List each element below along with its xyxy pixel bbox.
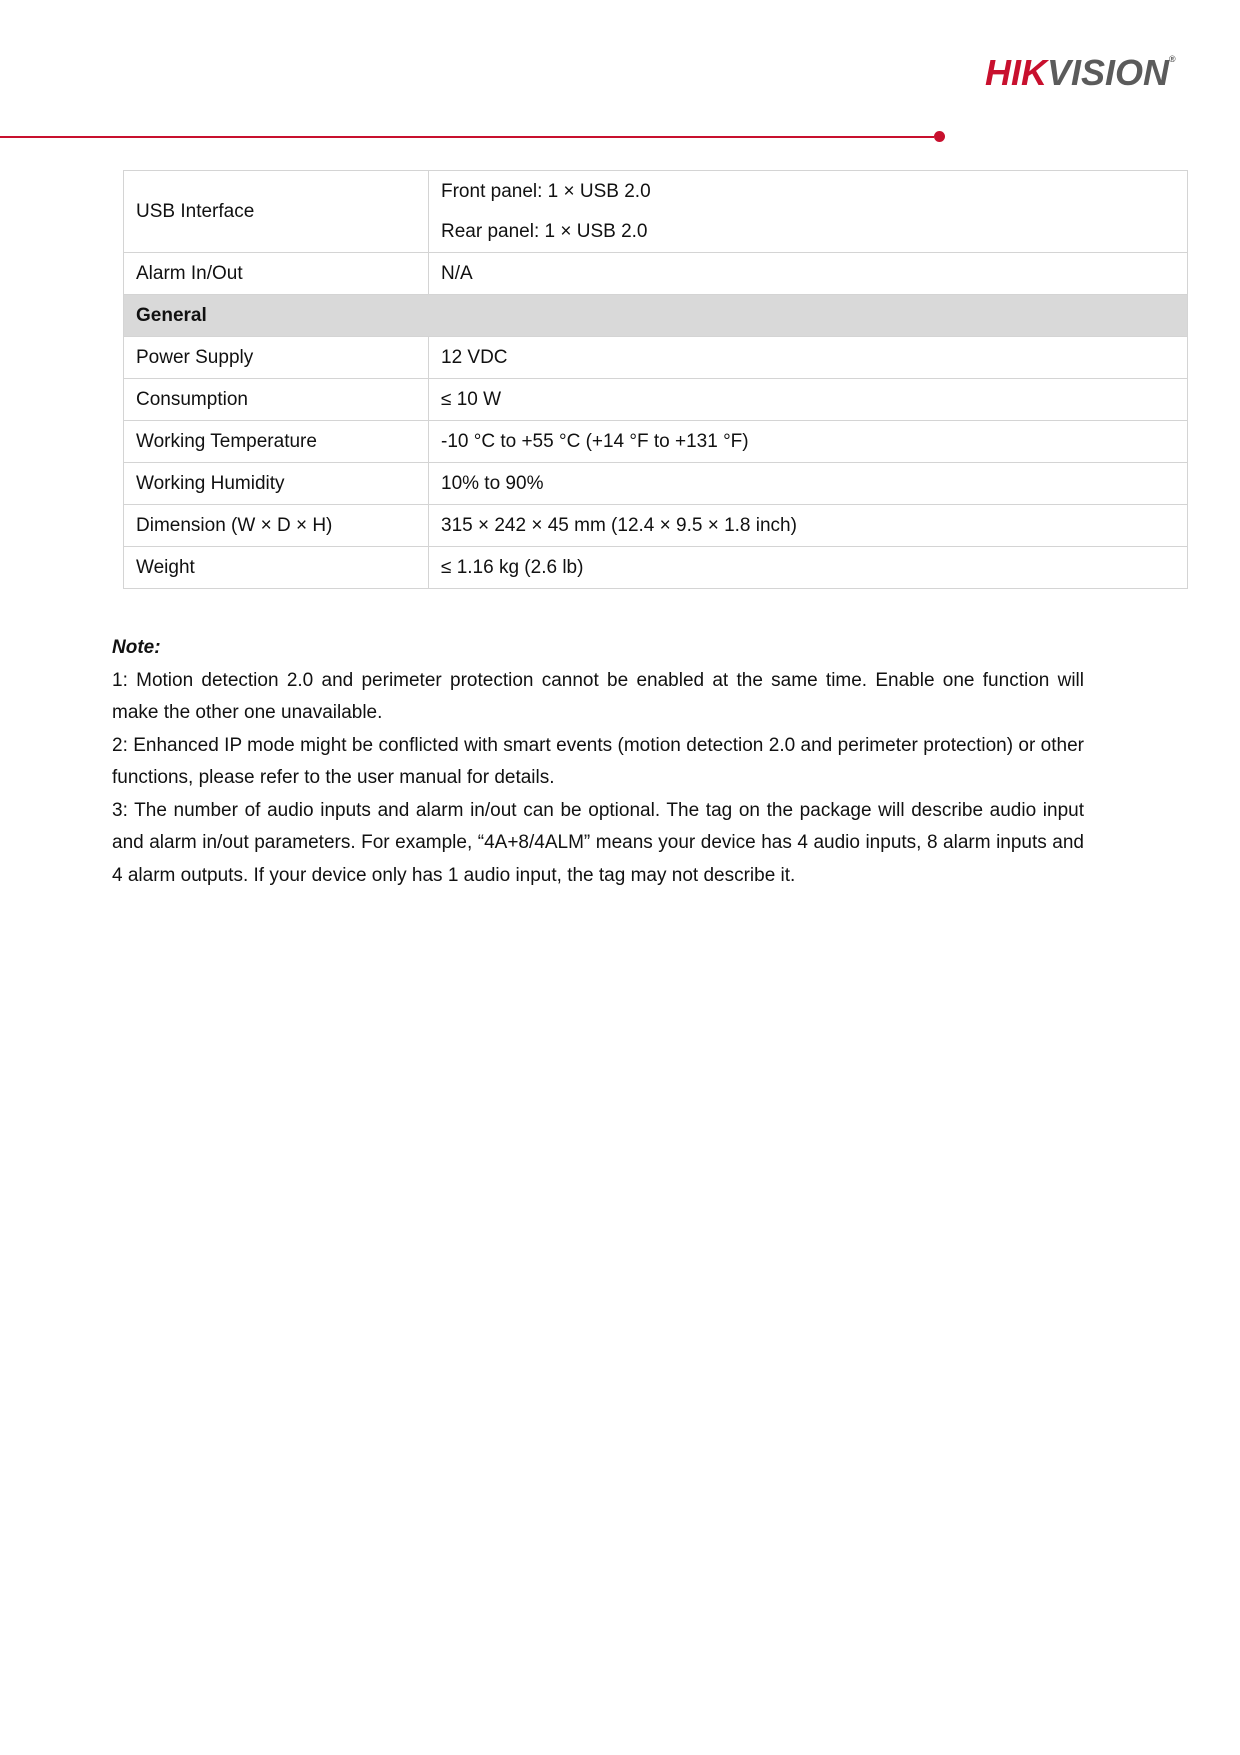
row-label: Weight xyxy=(124,547,429,589)
row-value: 10% to 90% xyxy=(429,463,1188,505)
notes-section xyxy=(112,632,1084,892)
table-row xyxy=(124,421,1188,463)
row-label: Working Humidity xyxy=(124,463,429,505)
note-item: 1: Motion detection 2.0 and perimeter protection cannot be enabled at the same time. Enable one function will make the other one unavailable. xyxy=(112,669,1084,723)
row-label: Dimension (W × D × H) xyxy=(124,505,429,547)
row-label: Alarm In/Out xyxy=(124,253,429,295)
hikvision-logo xyxy=(985,52,1176,93)
header-rule xyxy=(0,136,934,138)
row-value: 12 VDC xyxy=(429,337,1188,379)
row-value: N/A xyxy=(429,253,1188,295)
header-rule-dot xyxy=(934,131,945,142)
row-value xyxy=(429,171,1188,253)
row-value: 315 × 242 × 45 mm (12.4 × 9.5 × 1.8 inch) xyxy=(429,505,1188,547)
table-row xyxy=(124,505,1188,547)
row-value: -10 °C to +55 °C (+14 °F to +131 °F) xyxy=(429,421,1188,463)
row-label: Power Supply xyxy=(124,337,429,379)
section-header-row xyxy=(124,295,1188,337)
note-item: 3: The number of audio inputs and alarm in/out can be optional. The tag on the package will describe audio input and alarm in/out parameters. For example, “4A+8/4ALM” means your device has 4 audio inputs, 8 alarm inputs and 4 alarm outputs. If your device only has 1 audio input, the tag may not describe it. xyxy=(112,799,1084,886)
row-label: USB Interface xyxy=(124,171,429,253)
logo-hik: HIK xyxy=(985,52,1047,93)
table-row xyxy=(124,463,1188,505)
row-value: ≤ 10 W xyxy=(429,379,1188,421)
notes-title: Note: xyxy=(112,637,161,658)
table-row xyxy=(124,547,1188,589)
usb-rear-value: Rear panel: 1 × USB 2.0 xyxy=(441,220,648,242)
row-label: Consumption xyxy=(124,379,429,421)
row-value: ≤ 1.16 kg (2.6 lb) xyxy=(429,547,1188,589)
spec-table xyxy=(123,170,1188,589)
note-item: 2: Enhanced IP mode might be conflicted with smart events (motion detection 2.0 and perimeter protection) or other functions, please refer to the user manual for details. xyxy=(112,734,1084,788)
usb-front-value: Front panel: 1 × USB 2.0 xyxy=(441,180,651,202)
table-row xyxy=(124,379,1188,421)
row-label: Working Temperature xyxy=(124,421,429,463)
logo-registered-mark: ® xyxy=(1169,54,1176,64)
table-row xyxy=(124,337,1188,379)
table-row xyxy=(124,171,1188,253)
table-row xyxy=(124,253,1188,295)
section-heading-general: General xyxy=(124,295,1188,337)
logo-vision: VISION xyxy=(1047,52,1170,93)
